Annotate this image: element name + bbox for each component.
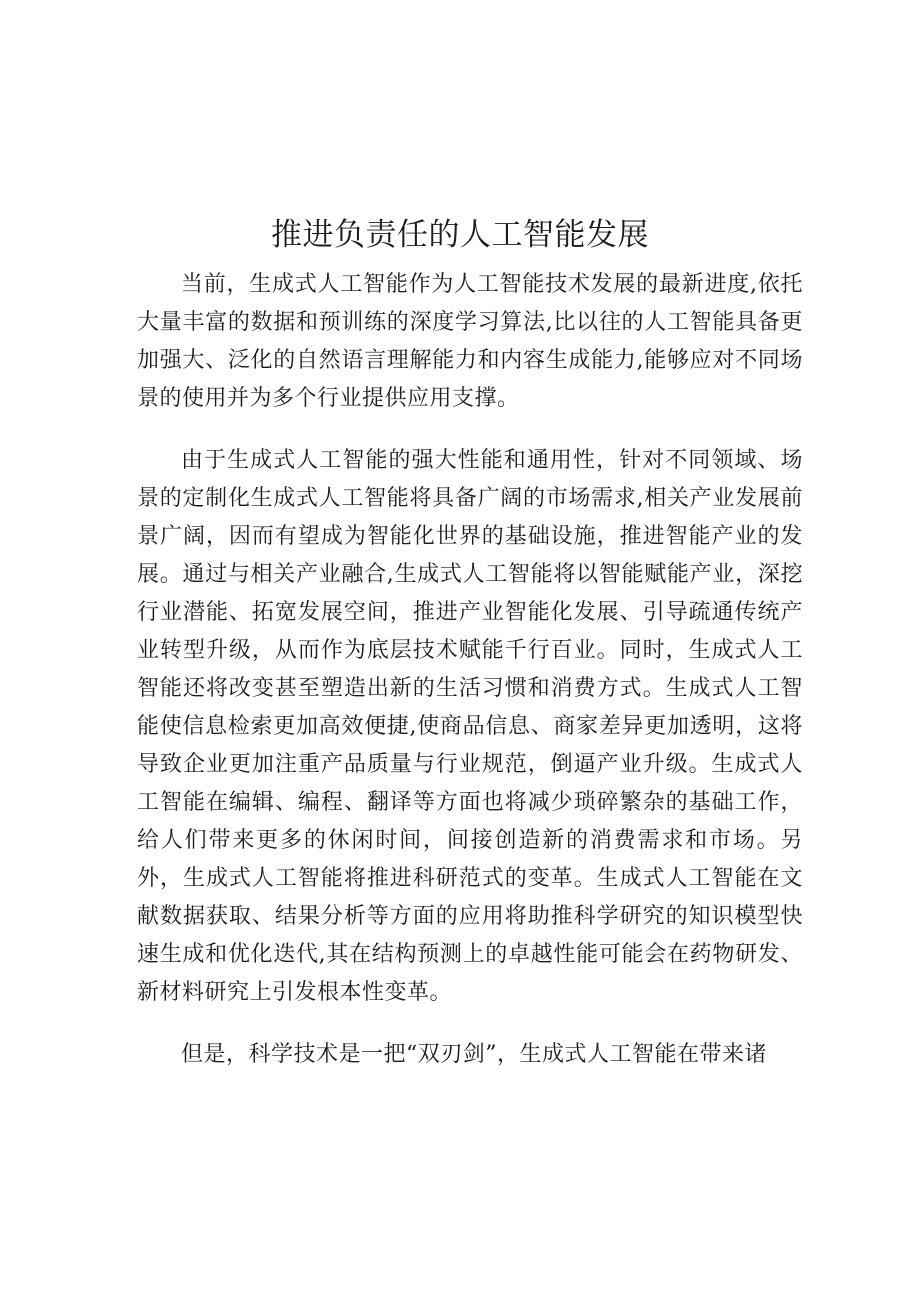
document-title: 推进负责任的人工智能发展	[271, 217, 649, 253]
paragraph-2: 由于生成式人工智能的强大性能和通用性，针对不同领域、场景的定制化生成式人工智能将具备广阔的市场需求,相关产业发展前景广阔，因而有望成为智能化世界的基础设施，推进智能产业的发展。通过与相关产业融合,生成式人工智能将以智能赋能产业，深挖行业潜能、拓宽发展空间，推进产业智能化发展、引导疏通传统产业转型升级，从而作为底层技术赋能千行百业。同时，生成式人工智能还将改变甚至塑造出新的生活习惯和消费方式。生成式人工智能使信息检索更加高效便捷,使商品信息、商家差异更加透明，这将导致企业更加注重产品质量与行业规范，倒逼产业升级。生成式人工智能在编辑、编程、翻译等方面也将减少琐碎繁杂的基础工作，给人们带来更多的休闲时间，间接创造新的消费需求和市场。另外，生成式人工智能将推进科研范式的变革。生成式人工智能在文献数据获取、结果分析等方面的应用将助推科学研究的知识模型快速生成和优化迭代,其在结构预测上的卓越性能可能会在药物研发、新材料研究上引发根本性变革。	[137, 448, 803, 1005]
paragraph-3: 但是，科学技术是一把“双刃剑”，生成式人工智能在带来诸	[181, 1042, 767, 1067]
document-body	[137, 266, 803, 1074]
paragraph-1: 当前，生成式人工智能作为人工智能技术发展的最新进度,依托大量丰富的数据和预训练的深度学习算法,比以往的人工智能具备更加强大、泛化的自然语言理解能力和内容生成能力,能够应对不同场景的使用并为多个行业提供应用支撑。	[137, 272, 803, 411]
